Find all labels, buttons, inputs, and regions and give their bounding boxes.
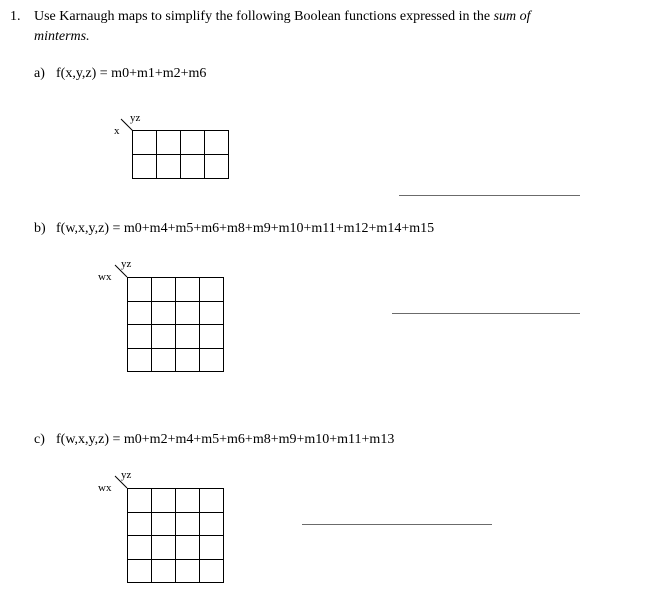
kmap-cell[interactable] bbox=[128, 301, 152, 325]
part-a-expression: f(x,y,z) = m0+m1+m2+m6 bbox=[56, 66, 207, 81]
kmap-cell[interactable] bbox=[205, 131, 229, 155]
kmap-cell[interactable] bbox=[176, 512, 200, 536]
kmap-cell[interactable] bbox=[133, 155, 157, 179]
part-b-label: b) bbox=[34, 221, 46, 236]
kmap-cell[interactable] bbox=[181, 131, 205, 155]
part-a-kmap bbox=[132, 130, 229, 179]
kmap-cell[interactable] bbox=[128, 325, 152, 349]
part-b-column-variable: yz bbox=[121, 258, 132, 270]
kmap-cell[interactable] bbox=[200, 301, 224, 325]
part-c-kmap bbox=[127, 488, 224, 583]
kmap-cell[interactable] bbox=[128, 559, 152, 583]
part-a-column-variable: yz bbox=[130, 112, 141, 124]
kmap-cell[interactable] bbox=[200, 325, 224, 349]
kmap-cell[interactable] bbox=[176, 559, 200, 583]
question-text-emphasis: sum of bbox=[493, 9, 531, 24]
question-text-line2 bbox=[34, 29, 90, 45]
kmap-cell[interactable] bbox=[176, 278, 200, 302]
kmap-cell[interactable] bbox=[128, 536, 152, 560]
kmap-cell[interactable] bbox=[152, 278, 176, 302]
question-text-line1 bbox=[34, 9, 531, 25]
kmap-cell[interactable] bbox=[152, 348, 176, 372]
kmap-cell[interactable] bbox=[176, 348, 200, 372]
kmap-cell[interactable] bbox=[157, 155, 181, 179]
part-c-kmap-corner-diagonal bbox=[114, 475, 128, 489]
part-b-answer-line[interactable] bbox=[392, 313, 580, 314]
kmap-cell[interactable] bbox=[200, 559, 224, 583]
part-b-kmap bbox=[127, 277, 224, 372]
part-c-label: c) bbox=[34, 432, 45, 447]
kmap-cell[interactable] bbox=[152, 512, 176, 536]
kmap-cell[interactable] bbox=[176, 325, 200, 349]
kmap-cell[interactable] bbox=[152, 325, 176, 349]
part-c-column-variable: yz bbox=[121, 469, 132, 481]
question-number: 1. bbox=[10, 9, 21, 24]
part-b-kmap-corner-diagonal bbox=[114, 264, 128, 278]
kmap-cell[interactable] bbox=[181, 155, 205, 179]
kmap-cell[interactable] bbox=[176, 301, 200, 325]
question-text-plain: Use Karnaugh maps to simplify the following Boolean functions expressed in the bbox=[34, 9, 494, 24]
kmap-cell[interactable] bbox=[205, 155, 229, 179]
kmap-cell[interactable] bbox=[128, 512, 152, 536]
kmap-cell[interactable] bbox=[133, 131, 157, 155]
kmap-cell[interactable] bbox=[176, 536, 200, 560]
kmap-cell[interactable] bbox=[200, 489, 224, 513]
kmap-cell[interactable] bbox=[128, 489, 152, 513]
kmap-cell[interactable] bbox=[152, 536, 176, 560]
part-b-expression: f(w,x,y,z) = m0+m4+m5+m6+m8+m9+m10+m11+m12+m14+m15 bbox=[56, 221, 435, 236]
part-b-row-variable: wx bbox=[98, 271, 112, 283]
part-c-answer-line[interactable] bbox=[302, 524, 492, 525]
part-c-row-variable: wx bbox=[98, 482, 112, 494]
part-a-answer-line[interactable] bbox=[399, 195, 580, 196]
kmap-cell[interactable] bbox=[152, 489, 176, 513]
kmap-cell[interactable] bbox=[128, 348, 152, 372]
kmap-cell[interactable] bbox=[200, 512, 224, 536]
kmap-cell[interactable] bbox=[200, 536, 224, 560]
kmap-cell[interactable] bbox=[152, 301, 176, 325]
kmap-cell[interactable] bbox=[128, 278, 152, 302]
kmap-cell[interactable] bbox=[176, 489, 200, 513]
part-a-label: a) bbox=[34, 66, 45, 81]
kmap-cell[interactable] bbox=[200, 278, 224, 302]
kmap-cell[interactable] bbox=[200, 348, 224, 372]
part-a-row-variable: x bbox=[114, 125, 120, 137]
kmap-cell[interactable] bbox=[152, 559, 176, 583]
kmap-cell[interactable] bbox=[157, 131, 181, 155]
part-c-expression: f(w,x,y,z) = m0+m2+m4+m5+m6+m8+m9+m10+m11+m13 bbox=[56, 432, 395, 447]
question-text-emphasis-2: minterms. bbox=[34, 29, 90, 44]
